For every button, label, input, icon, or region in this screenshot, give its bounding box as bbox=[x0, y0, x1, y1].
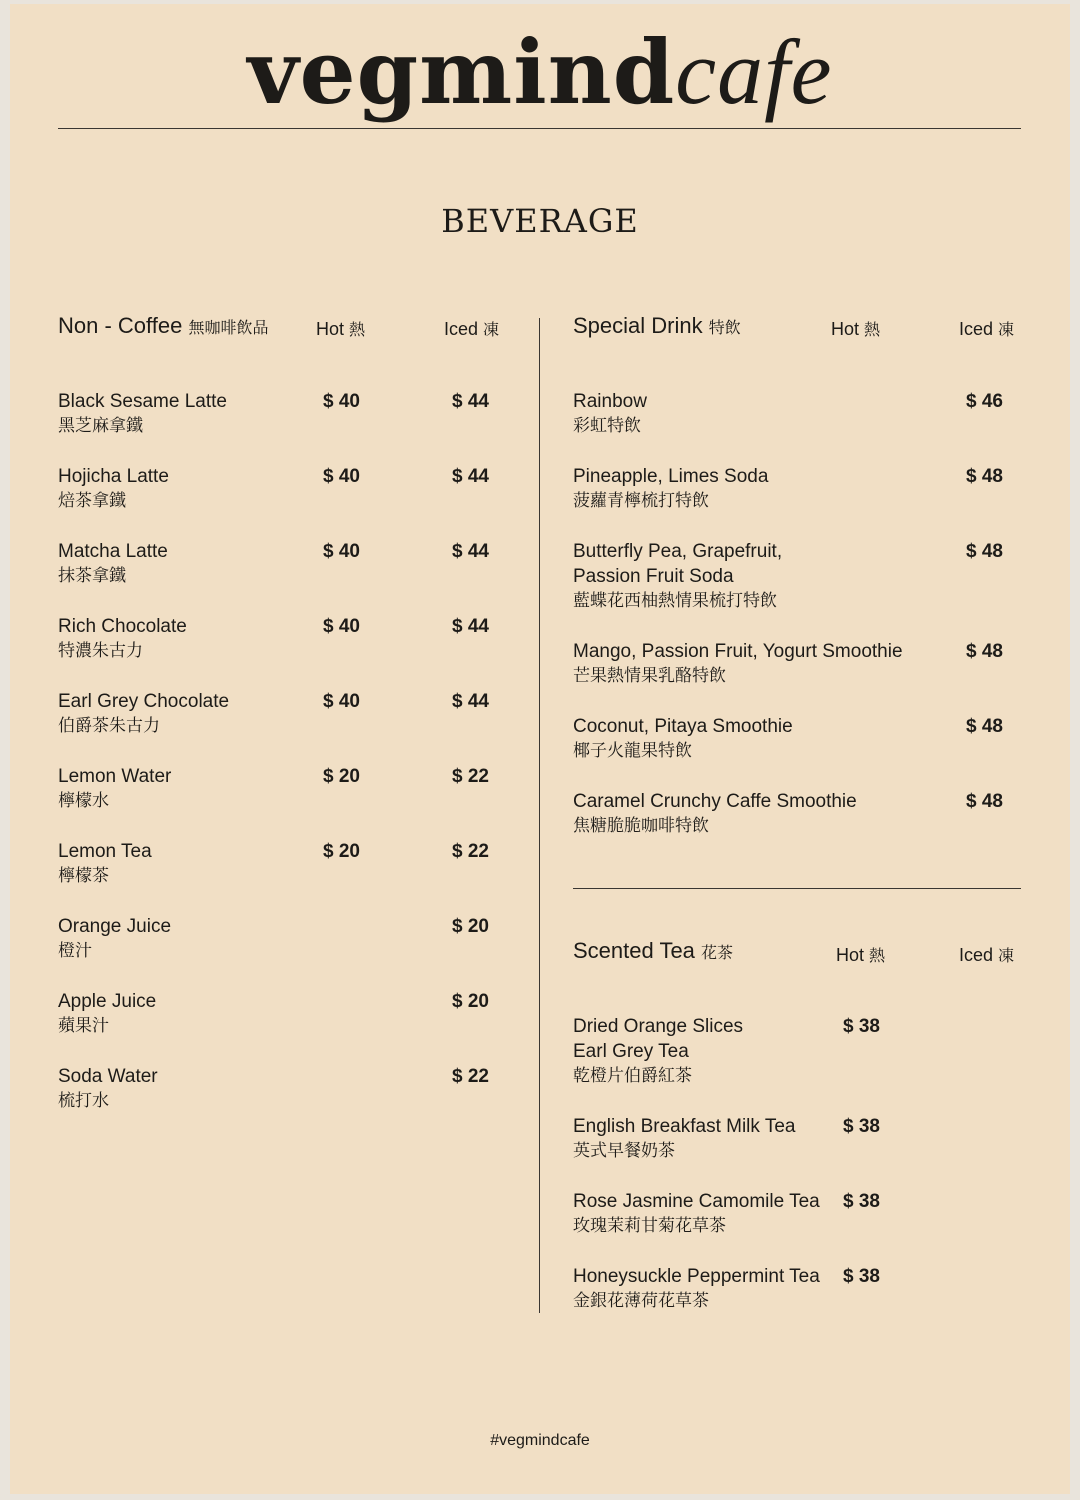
list-item bbox=[58, 614, 187, 664]
list-item bbox=[573, 639, 903, 689]
item-name: Caramel Crunchy Caffe Smoothie bbox=[573, 791, 857, 812]
item-name-zh: 乾橙片伯爵紅茶 bbox=[573, 1066, 692, 1086]
item-name: Lemon Water bbox=[58, 766, 172, 787]
iced-label: Iced bbox=[959, 319, 994, 339]
hot-label: Hot bbox=[836, 945, 865, 965]
list-item bbox=[58, 689, 229, 739]
hot-label-zh: 熱 bbox=[864, 322, 881, 339]
item-name-zh: 檸檬茶 bbox=[58, 866, 109, 886]
item-name-zh: 焙茶拿鐵 bbox=[58, 491, 126, 511]
item-name: Rose Jasmine Camomile Tea bbox=[573, 1191, 820, 1212]
list-item bbox=[573, 714, 793, 764]
iced-price: $ 22 bbox=[452, 766, 489, 787]
hot-price: $ 40 bbox=[323, 541, 360, 562]
item-name-line2: Earl Grey Tea bbox=[573, 1041, 689, 1062]
top-divider bbox=[58, 128, 1021, 129]
list-item bbox=[58, 464, 169, 514]
list-item bbox=[573, 1189, 820, 1239]
iced-price: $ 48 bbox=[966, 466, 1003, 487]
item-name-zh: 橙汁 bbox=[58, 941, 92, 961]
iced-price: $ 48 bbox=[966, 716, 1003, 737]
iced-label-zh: 凍 bbox=[483, 322, 500, 339]
iced-price: $ 44 bbox=[452, 541, 489, 562]
footer-hashtag: #vegmindcafe bbox=[490, 1432, 590, 1449]
item-name-zh: 梳打水 bbox=[58, 1091, 109, 1111]
hot-price: $ 40 bbox=[323, 391, 360, 412]
list-item bbox=[58, 989, 156, 1039]
item-name-zh: 黑芝麻拿鐵 bbox=[58, 416, 143, 436]
iced-price: $ 44 bbox=[452, 466, 489, 487]
hot-price: $ 38 bbox=[843, 1116, 880, 1137]
item-name-zh: 伯爵茶朱古力 bbox=[58, 716, 160, 736]
iced-label-zh: 凍 bbox=[998, 322, 1015, 339]
item-name-line2: Passion Fruit Soda bbox=[573, 566, 734, 587]
scented-iced-header bbox=[959, 943, 1014, 966]
hot-label: Hot bbox=[316, 319, 345, 339]
list-item bbox=[58, 764, 171, 814]
item-name: Matcha Latte bbox=[58, 541, 168, 562]
list-item bbox=[573, 464, 768, 514]
item-name: Orange Juice bbox=[58, 916, 172, 937]
hot-price: $ 40 bbox=[323, 466, 360, 487]
iced-price: $ 48 bbox=[966, 541, 1003, 562]
item-name-zh: 彩虹特飲 bbox=[573, 416, 641, 436]
hot-price: $ 38 bbox=[843, 1191, 880, 1212]
iced-price: $ 22 bbox=[452, 1066, 489, 1087]
list-item bbox=[573, 1014, 743, 1089]
list-item bbox=[58, 914, 171, 964]
iced-price: $ 22 bbox=[452, 841, 489, 862]
item-name: Honeysuckle Peppermint Tea bbox=[573, 1266, 820, 1287]
iced-price: $ 44 bbox=[452, 391, 489, 412]
item-name-zh: 蘋果汁 bbox=[58, 1016, 109, 1036]
brand-logo bbox=[0, 22, 1080, 123]
item-name: Apple Juice bbox=[58, 991, 157, 1012]
list-item bbox=[58, 839, 152, 889]
list-item bbox=[573, 1114, 795, 1164]
list-item bbox=[58, 389, 227, 439]
hot-price: $ 20 bbox=[323, 841, 360, 862]
hot-price: $ 40 bbox=[323, 691, 360, 712]
special-drink-heading-en: Special Drink bbox=[573, 313, 703, 338]
section-divider bbox=[573, 888, 1021, 889]
item-name: Dried Orange Slices bbox=[573, 1016, 744, 1037]
item-name: Black Sesame Latte bbox=[58, 391, 227, 412]
list-item bbox=[573, 1264, 820, 1314]
scented-hot-header bbox=[836, 943, 885, 966]
iced-price: $ 20 bbox=[452, 916, 489, 937]
iced-label-zh: 凍 bbox=[998, 948, 1015, 965]
iced-price: $ 48 bbox=[966, 791, 1003, 812]
list-item bbox=[573, 539, 782, 614]
brand-name-part1: vegmind bbox=[247, 20, 676, 124]
item-name-zh: 菠蘿青檸梳打特飲 bbox=[573, 491, 709, 511]
hot-label: Hot bbox=[831, 319, 860, 339]
page-title: BEVERAGE bbox=[441, 202, 639, 240]
column-divider bbox=[539, 318, 540, 1313]
special-drink-heading bbox=[573, 313, 741, 339]
item-name-zh: 芒果熱情果乳酪特飲 bbox=[573, 666, 726, 686]
list-item bbox=[58, 1064, 158, 1114]
item-name: Mango, Passion Fruit, Yogurt Smoothie bbox=[573, 641, 903, 662]
item-name-zh: 檸檬水 bbox=[58, 791, 109, 811]
iced-price: $ 44 bbox=[452, 616, 489, 637]
hot-label-zh: 熱 bbox=[869, 948, 886, 965]
item-name-zh: 抹茶拿鐵 bbox=[58, 566, 126, 586]
special-drink-heading-zh: 特飲 bbox=[708, 320, 741, 337]
item-name: Earl Grey Chocolate bbox=[58, 691, 230, 712]
list-item bbox=[573, 389, 647, 439]
special-hot-header bbox=[831, 317, 880, 340]
hot-price: $ 38 bbox=[843, 1016, 880, 1037]
list-item bbox=[58, 539, 168, 589]
hot-price: $ 40 bbox=[323, 616, 360, 637]
hot-price: $ 38 bbox=[843, 1266, 880, 1287]
item-name: Pineapple, Limes Soda bbox=[573, 466, 769, 487]
scented-tea-heading-en: Scented Tea bbox=[573, 938, 695, 963]
item-name: Soda Water bbox=[58, 1066, 158, 1087]
item-name: English Breakfast Milk Tea bbox=[573, 1116, 796, 1137]
hot-label-zh: 熱 bbox=[349, 322, 366, 339]
item-name: Lemon Tea bbox=[58, 841, 152, 862]
item-name-zh: 英式早餐奶茶 bbox=[573, 1141, 675, 1161]
item-name: Rich Chocolate bbox=[58, 616, 187, 637]
item-name: Coconut, Pitaya Smoothie bbox=[573, 716, 793, 737]
item-name-zh: 焦糖脆脆咖啡特飲 bbox=[573, 816, 709, 836]
item-name-zh: 椰子火龍果特飲 bbox=[573, 741, 692, 761]
brand-name-part2: cafe bbox=[675, 21, 833, 123]
item-name: Rainbow bbox=[573, 391, 647, 412]
hot-price: $ 20 bbox=[323, 766, 360, 787]
non-coffee-iced-header bbox=[444, 317, 499, 340]
item-name-zh: 藍蝶花西柚熱情果梳打特飲 bbox=[573, 591, 777, 611]
scented-tea-heading bbox=[573, 938, 733, 964]
list-item bbox=[573, 789, 857, 839]
scented-tea-heading-zh: 花茶 bbox=[701, 945, 734, 962]
item-name-zh: 特濃朱古力 bbox=[58, 641, 143, 661]
iced-label: Iced bbox=[959, 945, 994, 965]
non-coffee-heading bbox=[58, 313, 268, 339]
iced-price: $ 44 bbox=[452, 691, 489, 712]
item-name: Hojicha Latte bbox=[58, 466, 169, 487]
item-name-zh: 玫瑰茉莉甘菊花草茶 bbox=[573, 1216, 726, 1236]
non-coffee-heading-zh: 無咖啡飲品 bbox=[188, 320, 269, 337]
non-coffee-hot-header bbox=[316, 317, 365, 340]
iced-price: $ 20 bbox=[452, 991, 489, 1012]
iced-label: Iced bbox=[444, 319, 479, 339]
iced-price: $ 46 bbox=[966, 391, 1003, 412]
non-coffee-heading-en: Non - Coffee bbox=[58, 313, 183, 338]
item-name-zh: 金銀花薄荷花草茶 bbox=[573, 1291, 709, 1311]
special-iced-header bbox=[959, 317, 1014, 340]
item-name: Butterfly Pea, Grapefruit, bbox=[573, 541, 783, 562]
iced-price: $ 48 bbox=[966, 641, 1003, 662]
